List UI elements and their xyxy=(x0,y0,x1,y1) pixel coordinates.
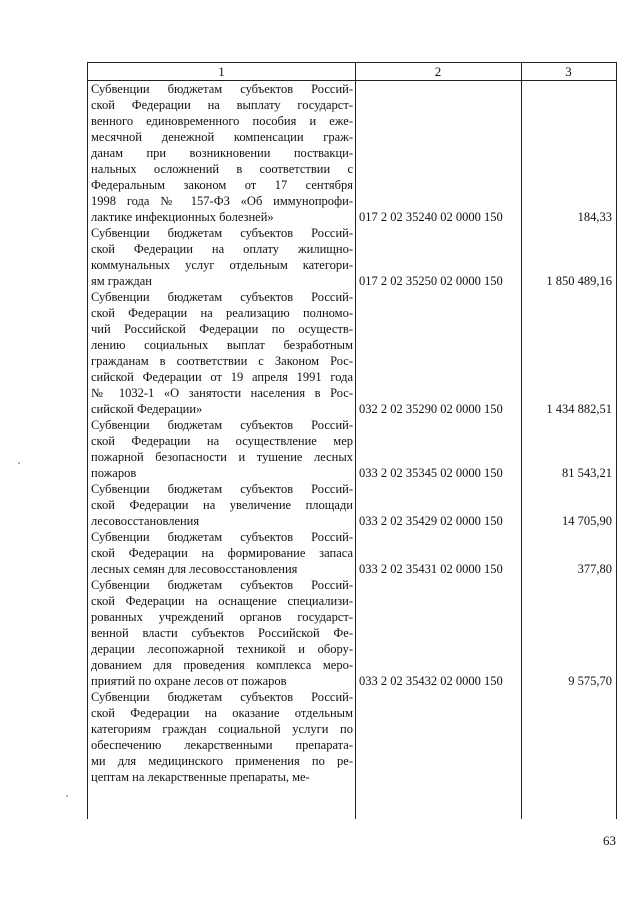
amount-value: 1 434 882,51 xyxy=(546,402,612,416)
row-description xyxy=(88,481,353,529)
budget-code: 017 2 02 35250 02 0000 150 xyxy=(359,274,503,288)
description-line: 1998 года № 157-ФЗ «Об иммунопрофи- xyxy=(91,194,353,208)
description-line: категориям граждан социальной услуги по xyxy=(91,722,353,736)
table-row xyxy=(88,225,616,289)
row-description xyxy=(88,81,353,225)
description-line: ской Федерации на оснащение специализи- xyxy=(91,594,353,608)
description-line: ской Федерации на оплату жилищно- xyxy=(91,242,353,256)
amount-value: 184,33 xyxy=(577,210,612,224)
table-row xyxy=(88,81,616,225)
amount-value: 14 705,90 xyxy=(562,514,612,528)
row-description xyxy=(88,289,353,417)
description-line: ской Федерации на выплату государст- xyxy=(91,98,353,112)
description-line: ской Федерации на реализацию полномо- xyxy=(91,306,353,320)
table-row xyxy=(88,481,616,529)
description-line: обеспечению лекарственными препарата- xyxy=(91,738,353,752)
description-line: цептам на лекарственные препараты, ме- xyxy=(91,770,310,784)
budget-table xyxy=(87,62,617,819)
description-line: ской Федерации на увеличение площади xyxy=(91,498,353,512)
description-line: ской Федерации на осуществление мер xyxy=(91,434,353,448)
amount-value: 81 543,21 xyxy=(562,466,612,480)
table-row xyxy=(88,417,616,481)
description-line: сийской Федерации от 19 апреля 1991 года xyxy=(91,370,353,384)
table-row xyxy=(88,689,616,785)
description-line: Субвенции бюджетам субъектов Россий- xyxy=(91,226,353,240)
description-line: Субвенции бюджетам субъектов Россий- xyxy=(91,418,353,432)
description-line: Субвенции бюджетам субъектов Россий- xyxy=(91,530,353,544)
description-line: сийской Федерации» xyxy=(91,402,203,416)
description-line: пожаров xyxy=(91,466,137,480)
page-number: 63 xyxy=(603,833,616,848)
header-col-3: 3 xyxy=(565,64,572,79)
table-row xyxy=(88,529,616,577)
description-line: дерации лесопожарной техникой и обору- xyxy=(91,642,353,656)
description-line: ям граждан xyxy=(91,274,152,288)
description-line: ской Федерации на формирование запаса xyxy=(91,546,353,560)
description-line: рованных учреждений органов государст- xyxy=(91,610,353,624)
description-line: месячной денежной компенсации граж- xyxy=(91,130,353,144)
description-line: ской Федерации на оказание отдельным xyxy=(91,706,353,720)
budget-code: 033 2 02 35345 02 0000 150 xyxy=(359,466,503,480)
scan-speck xyxy=(18,462,20,464)
row-description xyxy=(88,225,353,289)
description-line: Субвенции бюджетам субъектов Россий- xyxy=(91,290,353,304)
description-line: гражданам в соответствии с Законом Рос- xyxy=(91,354,353,368)
description-line: венного единовременного пособия и еже- xyxy=(91,114,353,128)
description-line: данам при возникновении поствакци- xyxy=(91,146,353,160)
amount-value: 9 575,70 xyxy=(568,674,612,688)
row-description xyxy=(88,689,353,785)
description-line: дованием для проведения комплекса меро- xyxy=(91,658,353,672)
description-line: лактике инфекционных болезней» xyxy=(91,210,274,224)
description-line: венной власти субъектов Российской Фе- xyxy=(91,626,353,640)
amount-value: 377,80 xyxy=(577,562,612,576)
header-col-1: 1 xyxy=(218,64,225,79)
budget-code: 033 2 02 35431 02 0000 150 xyxy=(359,562,503,576)
description-line: лесовосстановления xyxy=(91,514,200,528)
table-row xyxy=(88,577,616,689)
description-line: Федеральным законом от 17 сентября xyxy=(91,178,353,192)
amount-value: 1 850 489,16 xyxy=(546,274,612,288)
description-line: Субвенции бюджетам субъектов Россий- xyxy=(91,82,353,96)
scan-speck xyxy=(66,795,68,797)
description-line: лесных семян для лесовосстановления xyxy=(91,562,298,576)
description-line: приятий по охране лесов от пожаров xyxy=(91,674,287,688)
description-line: ми для медицинского применения по ре- xyxy=(91,754,353,768)
description-line: Субвенции бюджетам субъектов Россий- xyxy=(91,690,353,704)
description-line: пожарной безопасности и тушение лесных xyxy=(91,450,353,464)
description-line: Субвенции бюджетам субъектов Россий- xyxy=(91,578,353,592)
description-line: № 1032-1 «О занятости населения в Рос- xyxy=(91,386,353,400)
table-row xyxy=(88,289,616,417)
row-description xyxy=(88,577,353,689)
budget-code: 033 2 02 35432 02 0000 150 xyxy=(359,674,503,688)
description-line: лению социальных выплат безработным xyxy=(91,338,353,352)
table-body xyxy=(88,81,616,785)
row-description xyxy=(88,417,353,481)
header-col-2: 2 xyxy=(434,64,442,79)
budget-code: 032 2 02 35290 02 0000 150 xyxy=(359,402,503,416)
description-line: чий Российской Федерации по осуществ- xyxy=(91,322,353,336)
description-line: нальных осложнений в соответствии с xyxy=(91,162,353,176)
row-description xyxy=(88,529,353,577)
budget-code: 017 2 02 35240 02 0000 150 xyxy=(359,210,503,224)
description-line: Субвенции бюджетам субъектов Россий- xyxy=(91,482,353,496)
description-line: коммунальных услуг отдельным категори- xyxy=(91,258,353,272)
budget-code: 033 2 02 35429 02 0000 150 xyxy=(359,514,503,528)
